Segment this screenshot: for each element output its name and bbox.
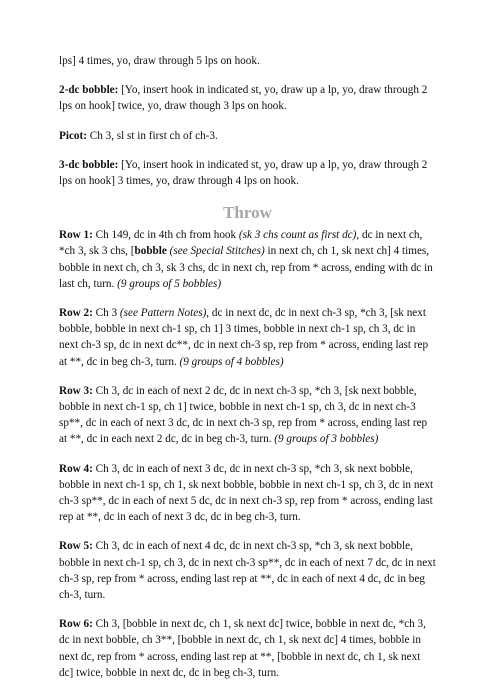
row-text: Ch 3, dc in each of next 3 dc, dc in next ch-3 sp, *ch 3, sk next bobble, bobble in next ch-1 sp, ch 1, sk next bobble, bobble in next ch-1 sp, ch 3, dc in next ch-3 sp**, dc in each of next 5 dc, dc in next ch-3 sp, rep from * across, ending last rep at **, dc in each of next 3 dc, dc in beg ch-3, turn. <box>59 462 434 524</box>
row-6 <box>59 616 436 681</box>
row-note: (see Special Stitches) <box>169 245 265 258</box>
stitch-term: 3-dc bobble: <box>59 158 119 171</box>
row-text: Ch 3 <box>92 307 120 320</box>
row-text: Ch 149, dc in 4th ch from hook <box>92 229 239 242</box>
stitch-description: Ch 3, sl st in first ch of ch-3. <box>86 129 218 142</box>
row-text: Ch 3, dc in each of next 4 dc, dc in next ch-3 sp, *ch 3, sk next bobble, bobble in next ch-1 sp, ch 3, dc in next ch-3 sp**, dc in each of next 7 dc, dc in next ch-3 sp, rep from * across, ending last rep at **, dc in each of next 4 dc, dc in beg ch-3, turn. <box>59 540 436 602</box>
row-note: (sk 3 chs count as first dc) <box>238 229 357 242</box>
row-2 <box>59 305 436 370</box>
row-text: in next ch, ch 1, sk next ch] 4 times, bobble in next ch, ch 3, sk 3 chs, dc in next ch, rep from * across, ending with dc in last ch, turn. <box>59 245 433 290</box>
row-label: Row 2: <box>59 307 93 320</box>
section-heading: Throw <box>223 203 272 223</box>
stitch-description: [Yo, insert hook in indicated st, yo, draw up a lp, yo, draw through 2 lps on hook] twice, yo, draw though 3 lps on hook. <box>59 84 428 113</box>
row-label: Row 4: <box>59 462 93 475</box>
row-count: (9 groups of 4 bobbles) <box>179 355 284 368</box>
row-text: Ch 3, [bobble in next dc, ch 1, sk next dc] twice, bobble in next dc, *ch 3, dc in next bobble, ch 3**, [bobble in next dc, ch 1, sk next dc] 4 times, bobble in next dc, rep from * across, ending last rep at **, [bobble in next dc, ch 1, sk next dc] twice, bobble in next dc, dc in beg ch-3, turn. <box>59 618 426 679</box>
row-count: (9 groups of 5 bobbles) <box>117 277 222 290</box>
stitch-continuation <box>59 53 436 69</box>
stitch-2dc-bobble <box>59 82 436 114</box>
row-label: Row 5: <box>59 540 93 553</box>
stitch-3dc-bobble <box>59 157 436 189</box>
row-3 <box>59 383 436 448</box>
stitch-term: 2-dc bobble: <box>59 84 119 97</box>
row-label: Row 6: <box>59 618 93 631</box>
row-term: bobble <box>134 245 167 258</box>
stitch-picot <box>59 128 436 144</box>
continuation-text: lps] 4 times, yo, draw through 5 lps on hook. <box>59 55 260 67</box>
row-text: , dc in next ch, *ch 3, sk 3 chs, [ <box>59 229 423 258</box>
row-4 <box>59 461 436 526</box>
row-label: Row 1: <box>59 229 93 242</box>
stitch-term: Picot: <box>59 129 87 142</box>
stitch-description: [Yo, insert hook in indicated st, yo, draw up a lp, yo, draw through 2 lps on hook] 3 times, yo, draw through 4 lps on hook. <box>59 158 428 188</box>
row-note: (see Pattern Notes) <box>119 307 207 320</box>
row-5 <box>59 538 436 603</box>
row-text: , dc in next dc, dc in next ch-3 sp, *ch 3, [sk next bobble, bobble in next ch-1 sp, ch 1] 3 times, bobble in next ch-1 sp, ch 3, dc in next ch-3 sp, dc in next dc**, dc in next ch-3 sp, rep from * across, ending last rep at **, dc in beg ch-3, turn. <box>59 307 429 368</box>
row-label: Row 3: <box>59 384 93 397</box>
row-text: Ch 3, dc in each of next 2 dc, dc in next ch-3 sp, *ch 3, [sk next bobble, bobble in next ch-1 sp, ch 1] twice, bobble in next ch-1 sp, ch 3, dc in next ch-3 sp**, dc in each of next 3 dc, dc in next ch-3 sp, rep from * across, ending last rep at **, dc in each next 2 dc, dc in beg ch-3, turn. <box>59 384 428 446</box>
row-1 <box>59 227 436 292</box>
row-count: (9 groups of 3 bobbles) <box>274 433 379 446</box>
